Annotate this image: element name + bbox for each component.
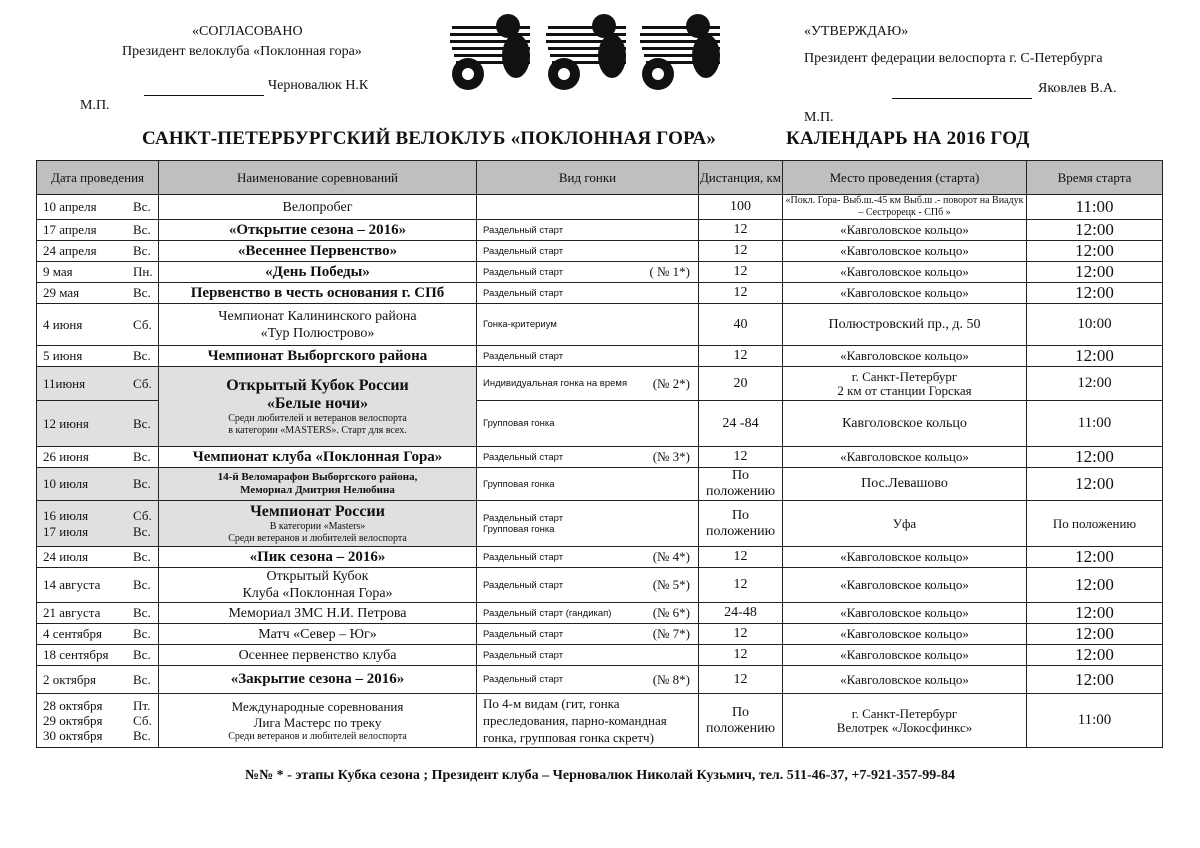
kind-cell: Раздельный старт — [477, 645, 699, 666]
place-cell: «Кавголовское кольцо» — [783, 220, 1027, 241]
name-cell: Чемпионат клуба «Поклонная Гора» — [159, 447, 477, 468]
table-row — [37, 568, 1163, 603]
date-cell: 29 мая Вс. — [37, 283, 159, 304]
logo-cyclist-3 — [640, 14, 720, 90]
name-cell: «Открытие сезона – 2016» — [159, 220, 477, 241]
date-cell: 10 апреля Вс. — [37, 195, 159, 220]
place-cell: «Кавголовское кольцо» — [783, 346, 1027, 367]
approve-label: «УТВЕРЖДАЮ» — [804, 24, 909, 39]
time-cell: 12:00 — [1027, 283, 1163, 304]
dist-cell: 12 — [699, 220, 783, 241]
date-cell: 2 октября Вс. — [37, 666, 159, 694]
name-cell: Чемпионат Выборгского района — [159, 346, 477, 367]
dist-cell: 12 — [699, 262, 783, 283]
place-cell: «Кавголовское кольцо» — [783, 547, 1027, 568]
cup-stage-number: (№ 8*) — [652, 671, 690, 687]
date-cell: 24 апреля Вс. — [37, 241, 159, 262]
dist-cell: 12 — [699, 624, 783, 645]
cup-stage-number: (№ 4*) — [652, 549, 690, 564]
time-cell: 12:00 — [1027, 241, 1163, 262]
name-cell: 14-й Веломарафон Выборгского района, Мемориал Дмитрия Нелюбина — [159, 468, 477, 501]
time-cell: 12:00 — [1027, 568, 1163, 603]
col-header-kind: Вид гонки — [477, 161, 699, 195]
date-cell: 10 июля Вс. — [37, 468, 159, 501]
time-cell: 12:00 — [1027, 262, 1163, 283]
col-header-name: Наименование соревнований — [159, 161, 477, 195]
place-cell: г. Санкт-Петербург 2 км от станции Горская — [783, 367, 1027, 401]
col-header-time: Время старта — [1027, 161, 1163, 195]
date-cell: 11июня Сб. — [37, 367, 159, 401]
time-cell: 12:00 — [1027, 645, 1163, 666]
place-cell: «Кавголовское кольцо» — [783, 645, 1027, 666]
cup-stage-number: (№ 3*) — [652, 449, 690, 464]
right-signature — [804, 79, 1164, 99]
table-row — [37, 262, 1163, 283]
time-cell: 12:00 — [1027, 666, 1163, 694]
kind-cell: Индивидуальная гонка на время (№ 2*) — [477, 367, 699, 401]
cup-stage-number: ( № 1*) — [649, 264, 690, 279]
table-row — [37, 241, 1163, 262]
table-row — [37, 603, 1163, 624]
time-cell: 12:00 — [1027, 346, 1163, 367]
place-cell: «Кавголовское кольцо» — [783, 666, 1027, 694]
place-cell: «Покл. Гора- Выб.ш.-45 км Выб.ш .- поворот на Виадук – Сестрорецк - СПб » — [783, 195, 1027, 220]
kind-cell: Раздельный старт — [477, 283, 699, 304]
time-cell: 11:00 — [1027, 694, 1163, 748]
time-cell: 12:00 — [1027, 367, 1163, 401]
place-cell: «Кавголовское кольцо» — [783, 283, 1027, 304]
dist-cell: 12 — [699, 346, 783, 367]
time-cell: 12:00 — [1027, 447, 1163, 468]
name-cell: «Весеннее Первенство» — [159, 241, 477, 262]
club-logo — [446, 12, 724, 94]
left-signer: Черновалюк Н.К — [268, 78, 369, 93]
kind-cell: Гонка-критериум — [477, 304, 699, 346]
dist-cell: По положению — [699, 468, 783, 501]
left-stamp-place: М.П. — [80, 98, 110, 113]
right-role: Президент федерации велоспорта г. С-Петербурга — [804, 51, 1103, 66]
cup-stage-number: (№ 6*) — [652, 605, 690, 620]
kind-cell: Раздельный старт (гандикап) (№ 6*) — [477, 603, 699, 624]
kind-cell: Раздельный старт ( № 1*) — [477, 262, 699, 283]
logo-cyclist-2 — [546, 14, 626, 90]
date-cell: 21 августа Вс. — [37, 603, 159, 624]
kind-cell: Групповая гонка — [477, 468, 699, 501]
name-cell: Велопробег — [159, 195, 477, 220]
date-cell: 4 июня Сб. — [37, 304, 159, 346]
kind-cell: Раздельный старт (№ 7*) — [477, 624, 699, 645]
kind-cell: Раздельный старт (№ 3*) — [477, 447, 699, 468]
name-cell: «Пик сезона – 2016» — [159, 547, 477, 568]
kind-cell: Раздельный старт (№ 8*) — [477, 666, 699, 694]
kind-cell: Раздельный старт (№ 4*) — [477, 547, 699, 568]
date-cell: 16 июля Сб. 17 июля Вс. — [37, 501, 159, 547]
place-cell: Кавголовское кольцо — [783, 401, 1027, 447]
name-cell: Открытый Кубок Клуба «Поклонная Гора» — [159, 568, 477, 603]
table-row — [37, 501, 1163, 547]
kind-cell: Раздельный старт — [477, 241, 699, 262]
time-cell: 12:00 — [1027, 624, 1163, 645]
table-row — [37, 694, 1163, 748]
place-cell: «Кавголовское кольцо» — [783, 624, 1027, 645]
time-cell: 10:00 — [1027, 304, 1163, 346]
place-cell: Уфа — [783, 501, 1027, 547]
club-title: САНКТ-ПЕТЕРБУРГСКИЙ ВЕЛОКЛУБ «ПОКЛОННАЯ ГОРА» — [142, 128, 717, 149]
right-signer: Яковлев В.А. — [1038, 81, 1117, 96]
cup-stage-number: (№ 5*) — [652, 577, 690, 592]
table-row — [37, 304, 1163, 346]
table-row — [37, 666, 1163, 694]
kind-cell: Раздельный старт — [477, 220, 699, 241]
footer-note: №№ * - этапы Кубка сезона ; Президент клуба – Черновалюк Николай Кузьмич, тел. 511-46-37, +7-921-357-99-84 — [245, 768, 955, 783]
col-header-dist: Дистанция, км — [699, 161, 783, 195]
logo-cyclist-1 — [450, 14, 530, 90]
place-cell: «Кавголовское кольцо» — [783, 241, 1027, 262]
table-row — [37, 346, 1163, 367]
kind-cell: Раздельный старт Групповая гонка — [477, 501, 699, 547]
place-cell: Пос.Левашово — [783, 468, 1027, 501]
kind-cell: По 4-м видам (гит, гонка преследования, парно-командная гонка, групповая гонка скретч) — [477, 694, 699, 748]
date-cell: 18 сентября Вс. — [37, 645, 159, 666]
time-cell: 12:00 — [1027, 603, 1163, 624]
place-cell: Полюстровский пр., д. 50 — [783, 304, 1027, 346]
dist-cell: 24-48 — [699, 603, 783, 624]
dist-cell: 40 — [699, 304, 783, 346]
col-header-place: Место проведения (старта) — [783, 161, 1027, 195]
header-right — [804, 22, 1164, 128]
name-cell: Открытый Кубок России «Белые ночи» Среди любителей и ветеранов велоспорта в категории «MASTERS». Старт для всех. — [159, 367, 477, 447]
date-cell: 14 августа Вс. — [37, 568, 159, 603]
dist-cell: 20 — [699, 367, 783, 401]
date-cell: 17 апреля Вс. — [37, 220, 159, 241]
calendar-table — [36, 160, 1163, 748]
dist-cell: 12 — [699, 241, 783, 262]
place-cell: «Кавголовское кольцо» — [783, 262, 1027, 283]
dist-cell: 12 — [699, 547, 783, 568]
dist-cell: 12 — [699, 283, 783, 304]
time-cell: 11:00 — [1027, 401, 1163, 447]
table-header-row — [37, 161, 1163, 195]
dist-cell: 12 — [699, 645, 783, 666]
place-cell: «Кавголовское кольцо» — [783, 603, 1027, 624]
dist-cell: По положению — [699, 694, 783, 748]
kind-cell: Раздельный старт (№ 5*) — [477, 568, 699, 603]
date-cell: 9 мая Пн. — [37, 262, 159, 283]
table-row — [37, 547, 1163, 568]
name-cell: Чемпионат России В категории «Masters» Среди ветеранов и любителей велоспорта — [159, 501, 477, 547]
col-header-date: Дата проведения — [37, 161, 159, 195]
header-left — [80, 22, 410, 113]
time-cell: 12:00 — [1027, 220, 1163, 241]
left-role: Президент велоклуба «Поклонная гора» — [122, 44, 362, 59]
cup-stage-number: (№ 7*) — [652, 626, 690, 641]
dist-cell: 100 — [699, 195, 783, 220]
dist-cell: 12 — [699, 447, 783, 468]
place-cell: «Кавголовское кольцо» — [783, 447, 1027, 468]
time-cell: 12:00 — [1027, 547, 1163, 568]
table-row — [37, 645, 1163, 666]
name-cell: Матч «Север – Юг» — [159, 624, 477, 645]
table-row — [37, 367, 1163, 401]
name-cell: Международные соревнования Лига Мастерс по треку Среди ветеранов и любителей велоспорта — [159, 694, 477, 748]
dist-cell: 24 -84 — [699, 401, 783, 447]
time-cell: По положению — [1027, 501, 1163, 547]
kind-cell: Раздельный старт — [477, 346, 699, 367]
dist-cell: По положению — [699, 501, 783, 547]
time-cell: 12:00 — [1027, 468, 1163, 501]
agreed-label: «СОГЛАСОВАНО — [192, 24, 303, 39]
kind-cell — [477, 195, 699, 220]
kind-cell: Групповая гонка — [477, 401, 699, 447]
date-cell: 24 июля Вс. — [37, 547, 159, 568]
name-cell: Осеннее первенство клуба — [159, 645, 477, 666]
table-row — [37, 283, 1163, 304]
name-cell: Мемориал ЗМС Н.И. Петрова — [159, 603, 477, 624]
date-cell: 4 сентября Вс. — [37, 624, 159, 645]
name-cell: Чемпионат Калининского района «Тур Полюстрово» — [159, 304, 477, 346]
name-cell: «Закрытие сезона – 2016» — [159, 666, 477, 694]
place-cell: г. Санкт-Петербург Велотрек «Локосфинкс» — [783, 694, 1027, 748]
dist-cell: 12 — [699, 666, 783, 694]
date-cell: 26 июня Вс. — [37, 447, 159, 468]
table-row — [37, 195, 1163, 220]
name-cell: Первенство в честь основания г. СПб — [159, 283, 477, 304]
dist-cell: 12 — [699, 568, 783, 603]
cup-stage-number: (№ 2*) — [652, 375, 690, 391]
table-row — [37, 624, 1163, 645]
date-cell: 12 июня Вс. — [37, 401, 159, 447]
date-cell: 28 октября Пт. 29 октября Сб. 30 октября Вс. — [37, 694, 159, 748]
name-cell: «День Победы» — [159, 262, 477, 283]
calendar-title: КАЛЕНДАРЬ НА 2016 ГОД — [786, 128, 1030, 149]
left-signature — [80, 76, 410, 96]
right-stamp-place: М.П. — [804, 110, 834, 125]
table-row — [37, 220, 1163, 241]
place-cell: «Кавголовское кольцо» — [783, 568, 1027, 603]
table-row — [37, 468, 1163, 501]
table-row — [37, 447, 1163, 468]
time-cell: 11:00 — [1027, 195, 1163, 220]
date-cell: 5 июня Вс. — [37, 346, 159, 367]
